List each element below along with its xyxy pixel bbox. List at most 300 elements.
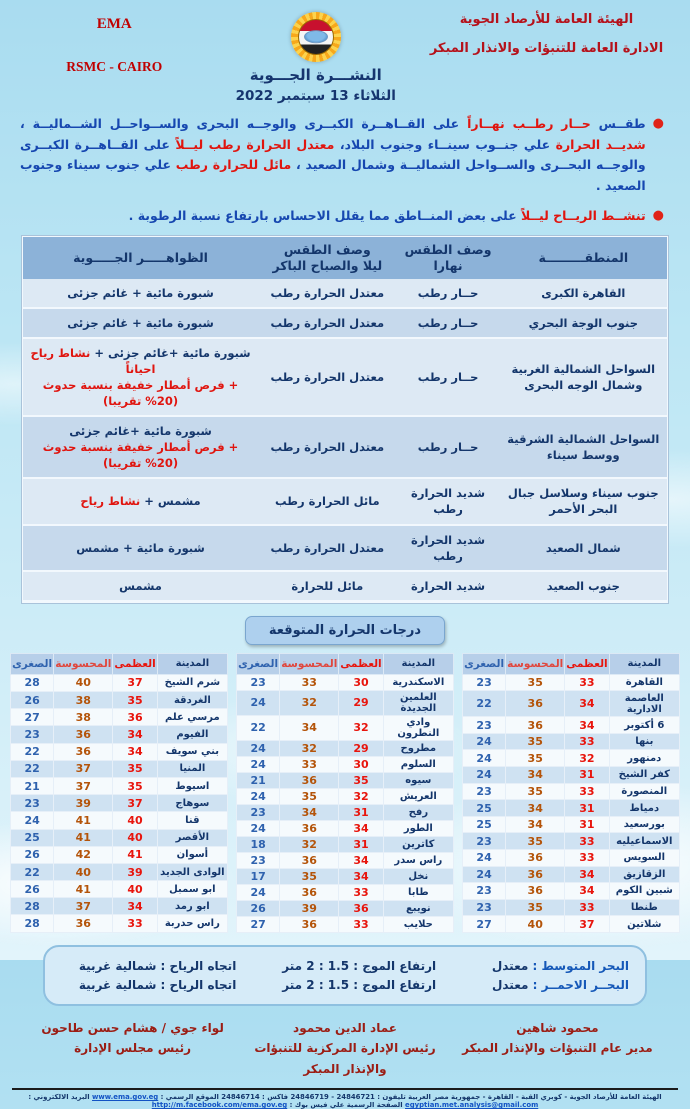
region-cell: القاهرة الكبرى bbox=[500, 279, 667, 308]
col-header-city: المدينة bbox=[609, 653, 679, 674]
footer-divider bbox=[12, 1088, 678, 1090]
rsmc-cairo-label: RSMC - CAIRO bbox=[66, 59, 163, 74]
max-temp-cell: 34 bbox=[565, 717, 609, 734]
feels-like-cell: 32 bbox=[280, 690, 339, 715]
col-header-max: العظمى bbox=[339, 653, 383, 674]
signature-forecast-director bbox=[453, 1018, 662, 1079]
temperature-row bbox=[463, 833, 680, 850]
night-weather-cell: معتدل الحرارة رطب bbox=[258, 279, 396, 308]
feels-like-cell: 39 bbox=[280, 900, 339, 916]
header bbox=[0, 0, 690, 104]
max-temp-cell: 34 bbox=[565, 883, 609, 900]
feels-like-cell: 38 bbox=[54, 692, 113, 709]
max-temp-cell: 37 bbox=[113, 795, 157, 812]
city-cell: مطروح bbox=[383, 740, 453, 756]
min-temp-cell: 24 bbox=[237, 788, 280, 804]
max-temp-cell: 35 bbox=[113, 777, 157, 794]
city-cell: طابا bbox=[383, 884, 453, 900]
feels-like-cell: 35 bbox=[280, 788, 339, 804]
min-temp-cell: 23 bbox=[463, 833, 506, 850]
text-run: البريد الالكتروني : bbox=[28, 1093, 93, 1102]
city-cell: كفر الشيخ bbox=[609, 767, 679, 784]
temperature-row bbox=[463, 717, 680, 734]
contact-link[interactable]: www.ema.gov.eg bbox=[92, 1093, 159, 1102]
text-run: على بعض المنــاطق مما يقلل الاحساس بارتفاع نسبة الرطوبة . bbox=[128, 207, 517, 223]
max-temp-cell: 30 bbox=[339, 674, 383, 690]
max-temp-cell: 34 bbox=[113, 743, 157, 760]
city-cell: العلمين الجديدة bbox=[383, 690, 453, 715]
signatory-name: محمود شاهين bbox=[516, 1020, 599, 1035]
highlight-text: معتدل الحرارة رطب ليــلاً bbox=[169, 136, 335, 152]
feels-like-cell: 36 bbox=[506, 717, 565, 734]
city-cell: ابو رمد bbox=[157, 898, 227, 915]
latin-titles bbox=[20, 12, 209, 104]
min-temp-cell: 23 bbox=[237, 804, 280, 820]
sea-state: معتدل bbox=[491, 977, 529, 992]
max-temp-cell: 34 bbox=[339, 820, 383, 836]
region-cell: جنوب سيناء وسلاسل جبال البحر الأحمر bbox=[500, 478, 667, 524]
text-run: على القــاهــرة الكبــرى والوجــه البحرى والســواحــل الشــماليــة ، bbox=[20, 116, 460, 131]
feels-like-cell: 36 bbox=[280, 916, 339, 932]
feels-like-cell: 36 bbox=[280, 820, 339, 836]
region-cell: جنوب الوجة البحري bbox=[500, 308, 667, 338]
feels-like-cell: 36 bbox=[506, 691, 565, 717]
signatory-title: رئيس الإدارة المركزية للتنبؤات والإنذار المبكر bbox=[254, 1041, 436, 1076]
contact-link[interactable]: http://m.facebook.com/ema.gov.eg bbox=[151, 1101, 288, 1109]
feels-like-cell: 34 bbox=[506, 816, 565, 833]
forecast-text-2 bbox=[129, 206, 646, 227]
phenomena-text: شبورة مائية +غائم جزئى + bbox=[90, 345, 251, 360]
night-weather-cell: مائل الحرارة رطب bbox=[258, 478, 396, 524]
temperature-row bbox=[463, 691, 680, 717]
max-temp-cell: 31 bbox=[565, 767, 609, 784]
max-temp-cell: 36 bbox=[113, 709, 157, 726]
wave-height: ارتفاع الموج : 1.5 : 2 متر bbox=[282, 977, 437, 992]
min-temp-cell: 21 bbox=[11, 777, 54, 794]
bullet-icon: ● bbox=[652, 116, 664, 131]
temperature-row bbox=[237, 804, 454, 820]
feels-like-cell: 41 bbox=[54, 829, 113, 846]
col-header-night-weather bbox=[258, 237, 396, 278]
highlight-text: شديــد الحرارة bbox=[550, 136, 646, 152]
phenomena-cell bbox=[23, 525, 258, 571]
city-cell: الأقصر bbox=[157, 829, 227, 846]
temperature-row bbox=[11, 674, 228, 691]
temperature-tables bbox=[10, 653, 680, 933]
org-department: الادارة العامة للتنبؤات والانذار المبكر bbox=[429, 41, 664, 56]
max-temp-cell: 34 bbox=[565, 866, 609, 883]
max-temp-cell: 30 bbox=[339, 756, 383, 772]
sea-name: البحر المتوسط : bbox=[532, 958, 629, 973]
city-cell: رفح bbox=[383, 804, 453, 820]
min-temp-cell: 23 bbox=[237, 852, 280, 868]
signatory-name: عماد الدين محمود bbox=[293, 1020, 397, 1035]
temperature-table-upper-egypt bbox=[10, 653, 228, 933]
temperature-row bbox=[237, 820, 454, 836]
col-header-min: الصغرى bbox=[237, 653, 280, 674]
max-temp-cell: 31 bbox=[565, 816, 609, 833]
feels-like-cell: 36 bbox=[506, 866, 565, 883]
feels-like-cell: 36 bbox=[280, 772, 339, 788]
col-header-feels-like: المحسوسة bbox=[280, 653, 339, 674]
feels-like-cell: 35 bbox=[506, 674, 565, 691]
ema-abbrev: EMA bbox=[96, 16, 132, 32]
col-header-city: المدينة bbox=[157, 653, 227, 674]
max-temp-cell: 34 bbox=[113, 726, 157, 743]
max-temp-cell: 41 bbox=[113, 846, 157, 863]
min-temp-cell: 27 bbox=[237, 916, 280, 932]
day-weather-cell: حــار رطب bbox=[397, 308, 500, 338]
text-run: طقــس bbox=[590, 116, 646, 131]
max-temp-cell: 34 bbox=[339, 852, 383, 868]
max-temp-cell: 34 bbox=[339, 868, 383, 884]
phenomena-text: مشمس bbox=[119, 578, 162, 593]
feels-like-cell: 40 bbox=[54, 863, 113, 880]
temperature-row bbox=[463, 733, 680, 750]
feels-like-cell: 36 bbox=[280, 884, 339, 900]
min-temp-cell: 25 bbox=[463, 816, 506, 833]
city-cell: مرسي علم bbox=[157, 709, 227, 726]
max-temp-cell: 35 bbox=[339, 772, 383, 788]
temperature-row bbox=[237, 900, 454, 916]
col-header-min: الصغرى bbox=[463, 653, 506, 674]
phenomena-text: مشمس + bbox=[140, 494, 201, 509]
city-cell: بني سويف bbox=[157, 743, 227, 760]
feels-like-cell: 42 bbox=[54, 846, 113, 863]
city-cell: راس سدر bbox=[383, 852, 453, 868]
feels-like-cell: 34 bbox=[280, 804, 339, 820]
min-temp-cell: 27 bbox=[463, 916, 506, 933]
temperature-row bbox=[237, 674, 454, 690]
col-header-city: المدينة bbox=[383, 653, 453, 674]
night-weather-cell: معتدل الحرارة رطب bbox=[258, 338, 396, 416]
min-temp-cell: 23 bbox=[463, 674, 506, 691]
city-cell: كاترين bbox=[383, 836, 453, 852]
phenomena-cell bbox=[23, 338, 258, 416]
weather-row bbox=[23, 525, 667, 571]
max-temp-cell: 31 bbox=[339, 836, 383, 852]
max-temp-cell: 33 bbox=[339, 884, 383, 900]
feels-like-cell: 36 bbox=[54, 915, 113, 932]
temperature-row bbox=[463, 816, 680, 833]
col-header-phenomena: الظواهـــــر الجـــــوية bbox=[23, 237, 258, 278]
min-temp-cell: 21 bbox=[237, 772, 280, 788]
min-temp-cell: 25 bbox=[463, 800, 506, 817]
bulletin-header bbox=[209, 12, 424, 104]
city-cell: قنا bbox=[157, 812, 227, 829]
city-cell: الغردقة bbox=[157, 692, 227, 709]
min-temp-cell: 27 bbox=[11, 709, 54, 726]
max-temp-cell: 29 bbox=[339, 740, 383, 756]
temperature-row bbox=[11, 846, 228, 863]
temperature-row bbox=[11, 743, 228, 760]
flag-emblem bbox=[298, 19, 334, 55]
sea-name-and-state bbox=[464, 978, 629, 992]
city-cell: بنها bbox=[609, 733, 679, 750]
city-cell: الاسماعيليه bbox=[609, 833, 679, 850]
max-temp-cell: 29 bbox=[339, 690, 383, 715]
min-temp-cell: 22 bbox=[11, 743, 54, 760]
globe-icon bbox=[304, 30, 328, 43]
city-cell: الاسكندرية bbox=[383, 674, 453, 690]
city-cell: السويس bbox=[609, 849, 679, 866]
feels-like-cell: 37 bbox=[54, 777, 113, 794]
region-cell: السواحل الشمالية الغربية وشمال الوجه البحرى bbox=[500, 338, 667, 416]
max-temp-cell: 34 bbox=[565, 691, 609, 717]
highlight-text: حــار رطــب نهــاراً bbox=[459, 116, 591, 131]
temperature-row bbox=[237, 868, 454, 884]
temperature-row bbox=[237, 772, 454, 788]
temp-table-header-row bbox=[463, 653, 680, 674]
text-run: علي جنوب سيناء وجنوب الصعيد . bbox=[20, 157, 646, 193]
max-temp-cell: 33 bbox=[565, 674, 609, 691]
min-temp-cell: 24 bbox=[237, 884, 280, 900]
city-cell: الزقازيق bbox=[609, 866, 679, 883]
city-cell: حلايب bbox=[383, 916, 453, 932]
night-weather-cell: معتدل الحرارة رطب bbox=[258, 416, 396, 478]
feels-like-cell: 33 bbox=[280, 674, 339, 690]
feels-like-cell: 37 bbox=[54, 898, 113, 915]
city-cell: الطور bbox=[383, 820, 453, 836]
highlight-text: مائل للحرارة رطب bbox=[170, 157, 292, 173]
temperature-row bbox=[237, 715, 454, 740]
max-temp-cell: 32 bbox=[565, 750, 609, 767]
max-temp-cell: 35 bbox=[113, 760, 157, 777]
max-temp-cell: 32 bbox=[339, 788, 383, 804]
temperature-row bbox=[463, 849, 680, 866]
min-temp-cell: 22 bbox=[237, 715, 280, 740]
min-temp-cell: 23 bbox=[463, 717, 506, 734]
col-header-night-line1: وصف الطقس bbox=[283, 242, 371, 258]
forecast-bullet-1 bbox=[20, 114, 664, 197]
forecast-text-1 bbox=[20, 114, 646, 197]
wind-direction: اتجاه الرياح : شمالية غربية bbox=[78, 977, 237, 992]
sea-conditions-box bbox=[43, 945, 647, 1006]
night-weather-cell: معتدل الحرارة رطب bbox=[258, 525, 396, 571]
wind-direction: اتجاه الرياح : شمالية غربية bbox=[78, 958, 237, 973]
max-temp-cell: 33 bbox=[113, 915, 157, 932]
min-temp-cell: 22 bbox=[11, 863, 54, 880]
phenomena-text: شبورة مائية + غائم جزئى bbox=[67, 315, 214, 330]
feels-like-cell: 35 bbox=[280, 868, 339, 884]
feels-like-cell: 36 bbox=[506, 883, 565, 900]
city-cell: نويبع bbox=[383, 900, 453, 916]
forecast-summary bbox=[20, 114, 664, 226]
temperature-table-delta-cities bbox=[462, 653, 680, 933]
min-temp-cell: 17 bbox=[237, 868, 280, 884]
temperature-row bbox=[11, 795, 228, 812]
day-weather-cell: شديد الحرارة bbox=[397, 571, 500, 601]
min-temp-cell: 28 bbox=[11, 674, 54, 691]
bullet-icon: ● bbox=[652, 207, 664, 223]
temperature-row bbox=[463, 674, 680, 691]
city-cell: شلاتين bbox=[609, 916, 679, 933]
phenomena-text: شبورة مائية + غائم جزئى bbox=[67, 285, 214, 300]
city-cell: المنيا bbox=[157, 760, 227, 777]
contact-link[interactable]: egyptian.met.analysis@gmail.com bbox=[405, 1101, 539, 1109]
max-temp-cell: 40 bbox=[113, 881, 157, 898]
sea-name: البحــر الاحمــر : bbox=[532, 977, 629, 992]
feels-like-cell: 36 bbox=[54, 743, 113, 760]
phenomena-warning-text: + فرص أمطار خفيفة بنسبة حدوث (20% تقريبا) bbox=[42, 377, 239, 409]
max-temp-cell: 39 bbox=[113, 863, 157, 880]
col-header-day-weather: وصف الطقس نهارا bbox=[397, 237, 500, 278]
forecast-bullet-2 bbox=[20, 206, 664, 227]
city-cell: طنطا bbox=[609, 899, 679, 916]
temperature-row bbox=[11, 829, 228, 846]
temperature-row bbox=[11, 863, 228, 880]
min-temp-cell: 24 bbox=[237, 690, 280, 715]
phenomena-text: شبورة مائية +غائم جزئى bbox=[69, 424, 212, 439]
min-temp-cell: 25 bbox=[11, 829, 54, 846]
signature-block bbox=[28, 1018, 662, 1079]
max-temp-cell: 40 bbox=[113, 812, 157, 829]
min-temp-cell: 24 bbox=[237, 820, 280, 836]
min-temp-cell: 24 bbox=[463, 733, 506, 750]
feels-like-cell: 34 bbox=[280, 715, 339, 740]
city-cell: السلوم bbox=[383, 756, 453, 772]
min-temp-cell: 24 bbox=[463, 866, 506, 883]
sea-name-and-state bbox=[464, 959, 629, 973]
feels-like-cell: 41 bbox=[54, 812, 113, 829]
city-cell: بورسعيد bbox=[609, 816, 679, 833]
feels-like-cell: 36 bbox=[54, 726, 113, 743]
feels-like-cell: 39 bbox=[54, 795, 113, 812]
city-cell: شبين الكوم bbox=[609, 883, 679, 900]
temperature-row bbox=[11, 760, 228, 777]
city-cell: العاصمة الادارية bbox=[609, 691, 679, 717]
organization-titles bbox=[423, 12, 670, 104]
day-weather-cell: شديد الحرارة رطب bbox=[397, 525, 500, 571]
feels-like-cell: 35 bbox=[506, 833, 565, 850]
min-temp-cell: 24 bbox=[237, 756, 280, 772]
feels-like-cell: 37 bbox=[54, 760, 113, 777]
col-header-feels-like: المحسوسة bbox=[54, 653, 113, 674]
min-temp-cell: 26 bbox=[11, 692, 54, 709]
temperature-row bbox=[11, 692, 228, 709]
max-temp-cell: 37 bbox=[113, 674, 157, 691]
feels-like-cell: 33 bbox=[280, 756, 339, 772]
phenomena-cell bbox=[23, 279, 258, 308]
city-cell: العريش bbox=[383, 788, 453, 804]
temperature-row bbox=[11, 812, 228, 829]
highlight-text: تنشــط الريــاح ليــلاً bbox=[516, 207, 646, 223]
min-temp-cell: 22 bbox=[463, 691, 506, 717]
col-header-min: الصغرى bbox=[11, 653, 54, 674]
min-temp-cell: 22 bbox=[11, 760, 54, 777]
bulletin-title: النشـــرة الجـــوية bbox=[249, 66, 382, 84]
city-cell: سوهاج bbox=[157, 795, 227, 812]
min-temp-cell: 23 bbox=[11, 726, 54, 743]
temperature-table-coast-sinai bbox=[236, 653, 454, 933]
feels-like-cell: 34 bbox=[506, 767, 565, 784]
city-cell: المنصورة bbox=[609, 783, 679, 800]
min-temp-cell: 23 bbox=[463, 899, 506, 916]
max-temp-cell: 33 bbox=[565, 733, 609, 750]
org-name: الهيئة العامة للأرصاد الجوية bbox=[459, 12, 634, 27]
signatory-title: مدير عام التنبؤات والإنذار المبكر bbox=[462, 1041, 653, 1056]
min-temp-cell: 23 bbox=[463, 883, 506, 900]
temperature-row bbox=[463, 899, 680, 916]
weather-row bbox=[23, 571, 667, 601]
temp-table-header-row bbox=[11, 653, 228, 674]
col-header-max: العظمى bbox=[113, 653, 157, 674]
temperatures-section-title: درجات الحرارة المتوقعة bbox=[245, 616, 445, 645]
day-weather-cell: حــار رطب bbox=[397, 279, 500, 308]
max-temp-cell: 33 bbox=[565, 833, 609, 850]
min-temp-cell: 23 bbox=[11, 795, 54, 812]
temperature-row bbox=[11, 726, 228, 743]
feels-like-cell: 40 bbox=[506, 916, 565, 933]
contact-line bbox=[0, 1093, 690, 1109]
feels-like-cell: 40 bbox=[54, 674, 113, 691]
city-cell: أسوان bbox=[157, 846, 227, 863]
text-run: الصفحة الرسمية علي فيس بوك : bbox=[287, 1101, 406, 1109]
regional-weather-table bbox=[21, 235, 669, 604]
wave-height: ارتفاع الموج : 1.5 : 2 متر bbox=[282, 958, 437, 973]
feels-like-cell: 34 bbox=[506, 800, 565, 817]
col-header-night-line2: ليلا والصباح الباكر bbox=[272, 257, 383, 273]
temperature-row bbox=[11, 915, 228, 932]
max-temp-cell: 35 bbox=[113, 692, 157, 709]
signatory-title: رئيس مجلس الإدارة bbox=[74, 1041, 192, 1056]
city-cell: 6 أكتوبر bbox=[609, 717, 679, 734]
col-header-region: المنطقـــــــــة bbox=[500, 237, 667, 278]
min-temp-cell: 24 bbox=[11, 812, 54, 829]
min-temp-cell: 23 bbox=[463, 783, 506, 800]
col-header-max: العظمى bbox=[565, 653, 609, 674]
min-temp-cell: 23 bbox=[237, 674, 280, 690]
weather-row bbox=[23, 279, 667, 308]
weather-row bbox=[23, 308, 667, 338]
temperature-row bbox=[237, 836, 454, 852]
phenomena-cell bbox=[23, 571, 258, 601]
temperature-row bbox=[237, 916, 454, 932]
city-cell: دمياط bbox=[609, 800, 679, 817]
max-temp-cell: 33 bbox=[565, 783, 609, 800]
max-temp-cell: 40 bbox=[113, 829, 157, 846]
min-temp-cell: 28 bbox=[11, 898, 54, 915]
phenomena-cell bbox=[23, 308, 258, 338]
weather-table-header-row bbox=[23, 237, 667, 278]
text-run: على القــاهــرة الكبــرى والوجــه البحــرى والســواحل الشماليــة وشمال الصعيد ، bbox=[20, 136, 646, 173]
phenomena-warning-text: + فرص أمطار خفيفة بنسبة حدوث (20% تقريبا) bbox=[42, 440, 239, 471]
city-cell: وادي النطرون bbox=[383, 715, 453, 740]
weather-row bbox=[23, 416, 667, 478]
day-weather-cell: حــار رطب bbox=[397, 416, 500, 478]
text-run: الهيئة العامة للأرصاد الجوية - كوبري القبة - القاهرة - جمهورية مصر العربية تليفون : 24846721 - 24846719 فاكس : 24846714 الموقع الرسمي : bbox=[158, 1093, 662, 1102]
temperature-row bbox=[237, 788, 454, 804]
temperature-row bbox=[11, 777, 228, 794]
temperature-row bbox=[463, 800, 680, 817]
min-temp-cell: 26 bbox=[11, 881, 54, 898]
temperature-row bbox=[463, 783, 680, 800]
feels-like-cell: 35 bbox=[506, 783, 565, 800]
region-cell: السواحل الشمالية الشرقية ووسط سيناء bbox=[500, 416, 667, 478]
feels-like-cell: 36 bbox=[280, 852, 339, 868]
max-temp-cell: 36 bbox=[339, 900, 383, 916]
max-temp-cell: 37 bbox=[565, 916, 609, 933]
temperature-row bbox=[11, 709, 228, 726]
signatory-name: لواء جوي / هشام حسن طاحون bbox=[41, 1020, 224, 1035]
bulletin-date: الثلاثاء 13 سبتمبر 2022 bbox=[235, 88, 396, 104]
night-weather-cell: معتدل الحرارة رطب bbox=[258, 308, 396, 338]
temperature-row bbox=[463, 916, 680, 933]
city-cell: القاهرة bbox=[609, 674, 679, 691]
temperature-row bbox=[463, 767, 680, 784]
region-cell: جنوب الصعيد bbox=[500, 571, 667, 601]
feels-like-cell: 38 bbox=[54, 709, 113, 726]
